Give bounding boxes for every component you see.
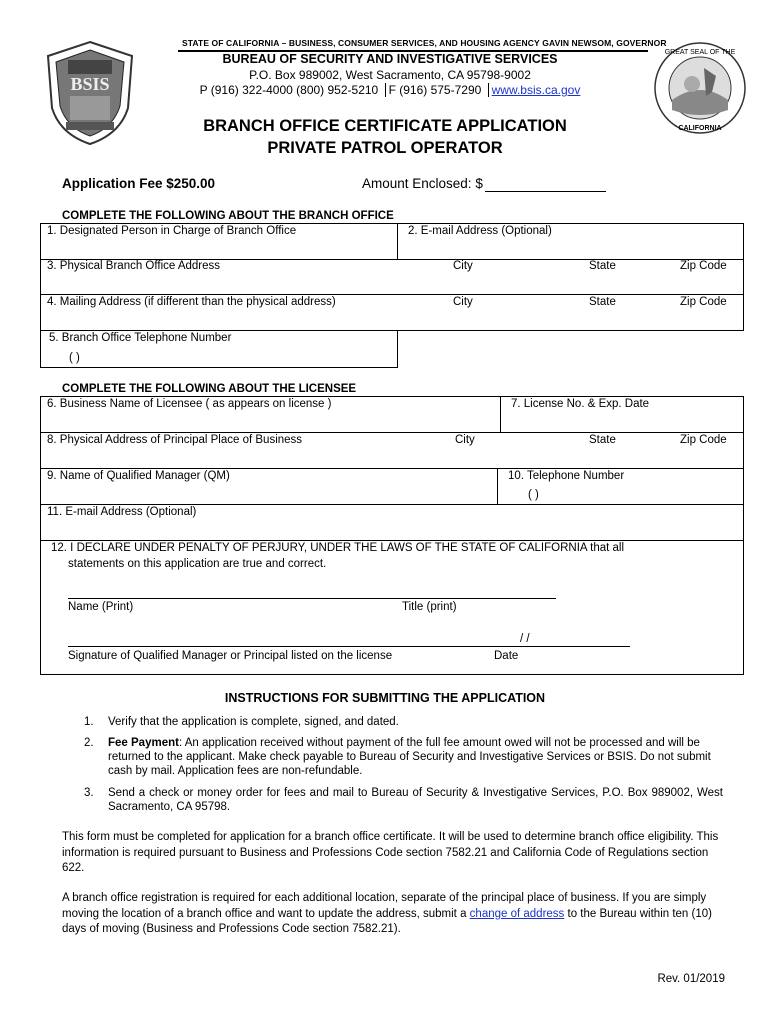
instruction-3	[84, 786, 724, 816]
field-principal-address[interactable]	[40, 432, 744, 469]
instruction-1-num: 1.	[84, 716, 94, 728]
instruction-3-num: 3.	[84, 787, 94, 799]
title-print-label: Title (print)	[402, 601, 457, 613]
field-4-label: 4. Mailing Address (if different than the physical address)	[47, 296, 336, 308]
branch-section-heading: COMPLETE THE FOLLOWING ABOUT THE BRANCH OFFICE	[62, 210, 394, 222]
field-branch-telephone[interactable]	[40, 330, 398, 368]
agency-block	[180, 0, 600, 100]
field-3-label: 3. Physical Branch Office Address	[47, 260, 221, 272]
declaration-text-line2: statements on this application are true and correct.	[68, 558, 327, 570]
svg-text:BSIS: BSIS	[70, 74, 110, 94]
field-branch-physical-address[interactable]	[40, 259, 744, 295]
field-branch-email[interactable]	[397, 223, 744, 260]
bureau-website-link[interactable]: www.bsis.ca.gov	[491, 83, 581, 97]
field-10-label: 10. Telephone Number	[508, 470, 625, 482]
field-business-name[interactable]	[40, 396, 501, 433]
date-slashes: / /	[520, 633, 530, 645]
instruction-2-body: : An application received without payment of the full fee amount owed will not be processed and will be returned to the applicant. Make check payable to Bureau of Security and Investigative Services or BSIS. Do not submit cash by mail. Application fees are non-refundable.	[108, 737, 711, 777]
field-1-label: 1. Designated Person in Charge of Branch Office	[47, 225, 297, 237]
declaration-box	[40, 540, 744, 675]
revision-label: Rev. 01/2019	[657, 973, 725, 985]
instruction-1	[84, 715, 724, 731]
bureau-fax: F (916) 575-7290	[388, 83, 482, 97]
amount-enclosed-label: Amount Enclosed: $	[362, 176, 483, 191]
field-11-label: 11. E-mail Address (Optional)	[47, 506, 197, 518]
field-9-label: 9. Name of Qualified Manager (QM)	[47, 470, 230, 482]
paragraph-2-start: A branch office registration is required for each additional location, separate of the principal place of business. If you are simply moving the location of a branch office and want to update the address, submit a	[62, 892, 707, 920]
field-4-zip: Zip Code	[680, 296, 727, 308]
field-10-area-code: ( )	[528, 489, 539, 501]
bureau-contact	[180, 83, 600, 97]
field-telephone[interactable]	[497, 468, 744, 505]
declaration-text-line1: 12. I DECLARE UNDER PENALTY OF PERJURY, UNDER THE LAWS OF THE STATE OF CALIFORNIA that all	[51, 542, 625, 554]
form-title-line1: BRANCH OFFICE CERTIFICATE APPLICATION	[203, 117, 567, 135]
field-8-zip: Zip Code	[680, 434, 727, 446]
svg-text:CALIFORNIA: CALIFORNIA	[678, 125, 722, 132]
instruction-2	[84, 736, 724, 780]
paragraph-2-end: to the Bureau within ten (10) days of moving (Business and Professions Code section 7582.21).	[62, 907, 712, 935]
svg-text:GREAT SEAL OF THE: GREAT SEAL OF THE	[664, 49, 736, 56]
field-3-city: City	[453, 260, 473, 272]
instruction-1-text: Verify that the application is complete, signed, and dated.	[108, 716, 399, 728]
governor-name: GAVIN NEWSOM, GOVERNOR	[542, 38, 667, 48]
field-6-label: 6. Business Name of Licensee ( as appears on license )	[47, 398, 332, 410]
field-2-label: 2. E-mail Address (Optional)	[408, 225, 552, 237]
field-license-number[interactable]	[500, 396, 744, 433]
name-print-label: Name (Print)	[68, 601, 134, 613]
instructions-heading: INSTRUCTIONS FOR SUBMITTING THE APPLICATION	[224, 691, 546, 705]
field-5-area-code: ( )	[69, 352, 80, 364]
form-title-line2: PRIVATE PATROL OPERATOR	[267, 139, 503, 157]
signature-date-line[interactable]	[68, 646, 630, 647]
paragraph-branch-registration	[62, 891, 722, 938]
date-label: Date	[494, 650, 519, 662]
name-title-line[interactable]	[68, 598, 556, 599]
field-4-state: State	[589, 296, 616, 308]
field-licensee-email[interactable]	[40, 504, 744, 541]
amount-enclosed-field[interactable]	[485, 191, 606, 192]
application-fee: Application Fee $250.00	[62, 176, 216, 191]
paragraph-purpose: This form must be completed for application for a branch office certificate. It will be used to determine branch office eligibility. This information is required pursuant to Business and Professions Code section 7582.21 and California Code of Regulations section 622.	[62, 831, 719, 874]
field-3-state: State	[589, 260, 616, 272]
bureau-name: BUREAU OF SECURITY AND INVESTIGATIVE SERVICES	[222, 52, 558, 66]
change-of-address-link[interactable]: change of address	[469, 907, 565, 920]
field-5-label: 5. Branch Office Telephone Number	[49, 332, 232, 344]
field-qualified-manager[interactable]	[40, 468, 498, 505]
field-4-city: City	[453, 296, 473, 308]
licensee-section-heading: COMPLETE THE FOLLOWING ABOUT THE LICENSEE	[62, 383, 357, 395]
field-8-city: City	[455, 434, 475, 446]
field-branch-mailing-address[interactable]	[40, 294, 744, 331]
instruction-2-bold: Fee Payment	[108, 737, 179, 749]
bureau-address: P.O. Box 989002, West Sacramento, CA 95798-9002	[249, 68, 531, 82]
state-agency-line: STATE OF CALIFORNIA – BUSINESS, CONSUMER SERVICES, AND HOUSING AGENCY GAVIN NEWSOM, GOVERNOR	[182, 38, 667, 48]
instruction-3-text: Send a check or money order for fees and mail to Bureau of Security & Investigative Services, P.O. Box 989002, West Sacramento, CA 95798.	[108, 787, 723, 813]
instruction-2-text	[108, 736, 723, 778]
field-8-label: 8. Physical Address of Principal Place of Business	[47, 434, 303, 446]
field-3-zip: Zip Code	[680, 260, 727, 272]
bureau-phones: P (916) 322-4000 (800) 952-5210	[199, 83, 379, 97]
field-designated-person[interactable]	[40, 223, 398, 260]
field-8-state: State	[589, 434, 616, 446]
field-7-label: 7. License No. & Exp. Date	[511, 398, 650, 410]
instruction-2-num: 2.	[84, 737, 94, 749]
signature-label: Signature of Qualified Manager or Principal listed on the license	[68, 650, 393, 662]
